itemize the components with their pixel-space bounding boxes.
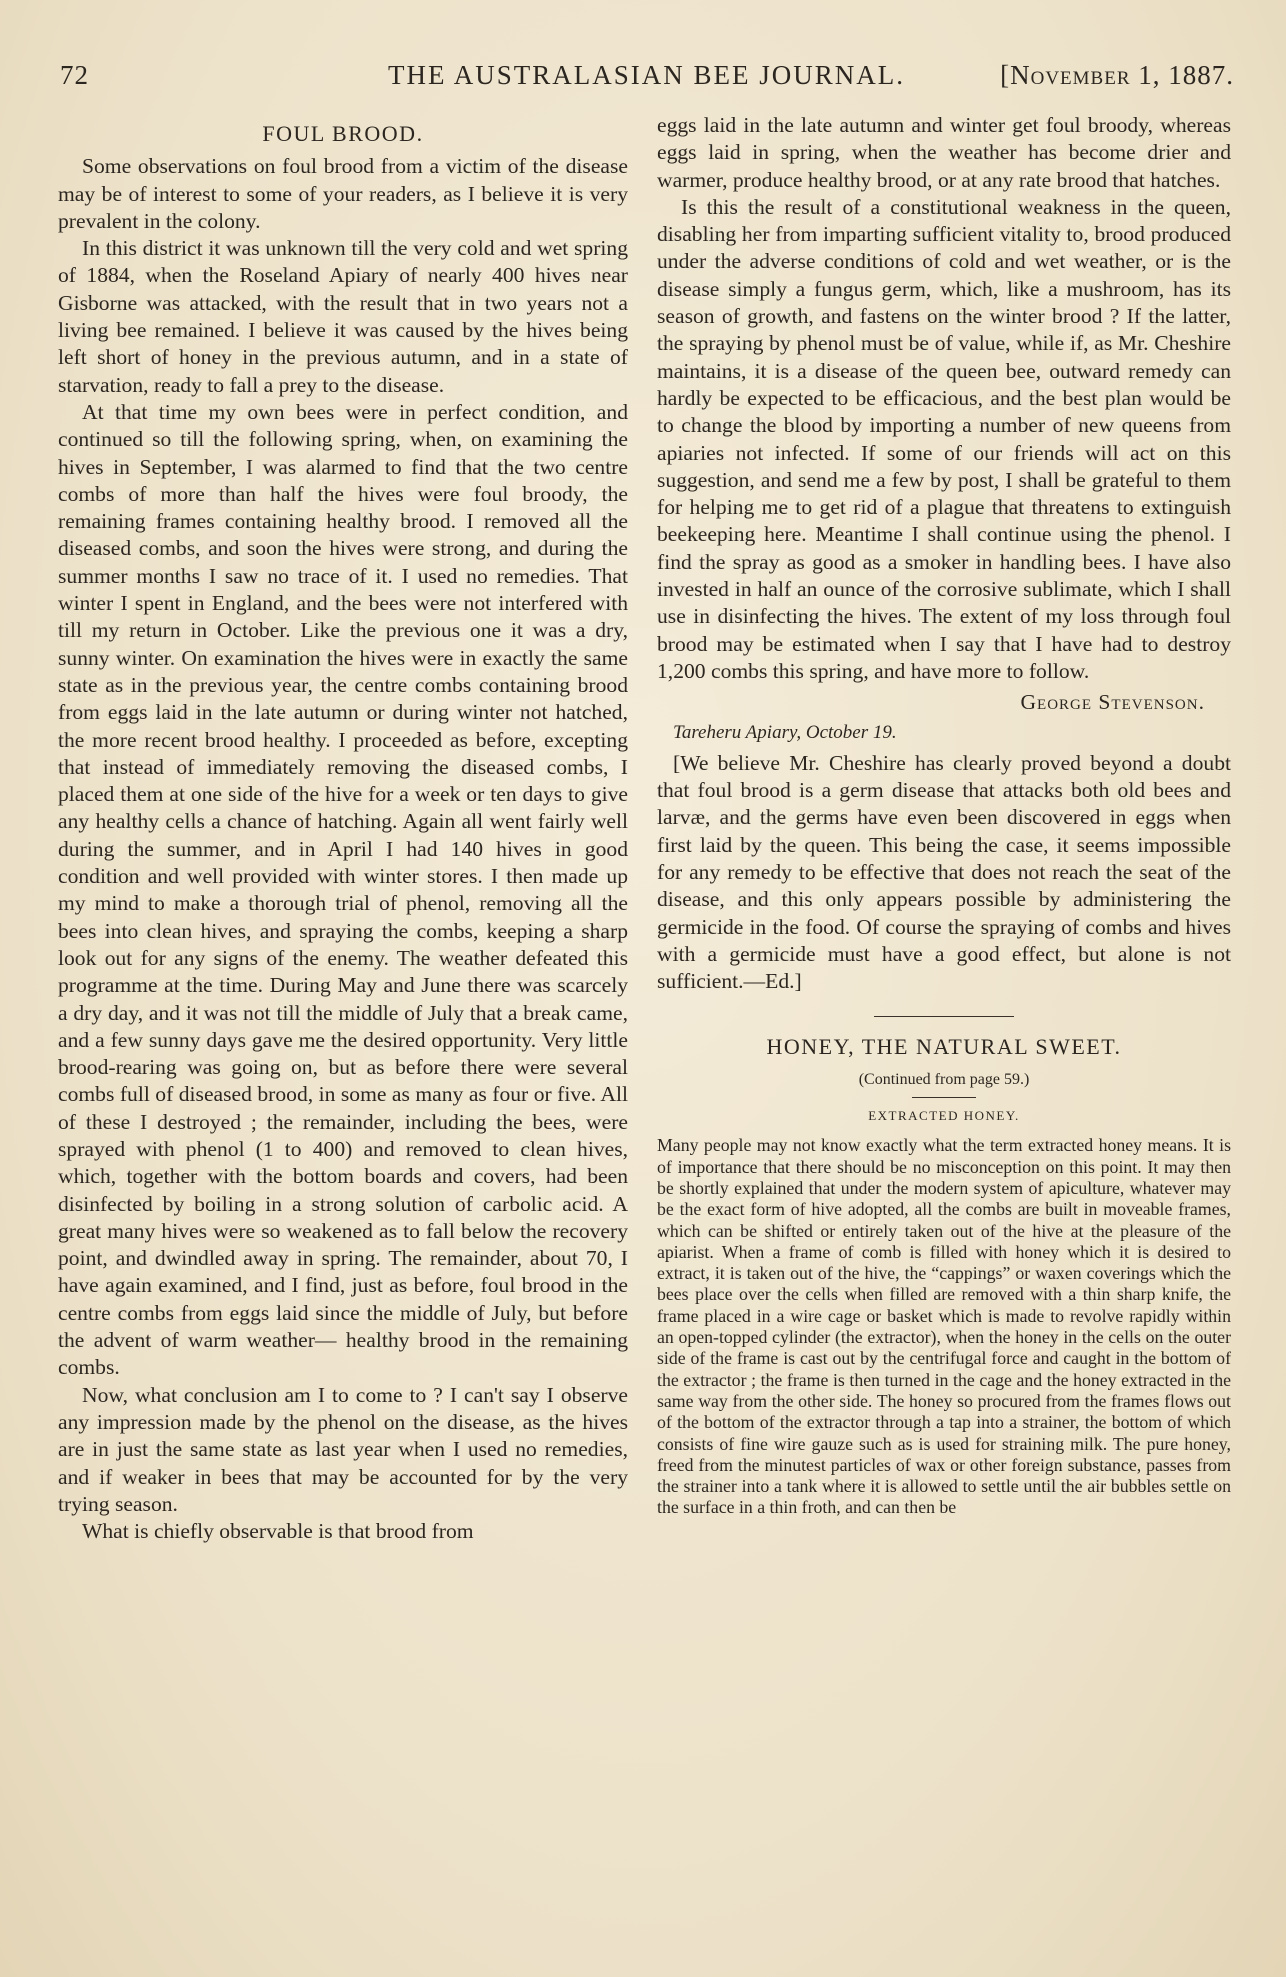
extracted-honey-subhead: EXTRACTED HONEY. — [868, 1108, 1020, 1124]
honey-title: HONEY, THE NATURAL SWEET. — [766, 1033, 1122, 1059]
left-column — [58, 112, 628, 1917]
foul-brood-paragraph: In this district it was unknown till the very cold and wet spring of 1884, when the Roseland Apiary of nearly 400 hives near Gisborne was attacked, with the result that in two years not a living bee remained. I believe it was caused by the hives being left short of honey in the previous autumn, and in a state of starvation, ready to fall a prey to the disease. — [58, 236, 628, 397]
right-column — [657, 112, 1231, 1932]
foul-brood-paragraph: Some observations on foul brood from a victim of the disease may be of interest to some of your readers, as I believe it is very prevalent in the colony. — [58, 154, 628, 233]
foul-brood-paragraph: At that time my own bees were in perfect condition, and continued so till the following spring, when, on examining the hives in September, I was alarmed to find that the two centre combs of more than half the hives were foul broody, the remaining frames containing healthy brood. I removed all the diseased combs, and soon the hives were strong, and during the summer months I saw no trace of it. I used no remedies. That winter I spent in England, and the bees were not interfered with till my return in October. Like the previous one it was a dry, sunny winter. On examination the hives were in exactly the same state as in the previous year, the centre combs containing brood from eggs laid in the late autumn or during winter not hatched, the more recent brood healthy. I proceeded as before, excepting that instead of immediately removing the diseased combs, I placed them at one side of the hive for a week or ten days to give any healthy cells a chance of hatching. Again all went fairly well during the summer, and in April I had 140 hives in good condition and well provided with winter stores. I then made up my mind to make a thorough trial of phenol, removing all the bees into clean hives, and spraying the combs, keeping a sharp look out for any signs of the enemy. The weather defeated this programme at the time. During May and June there was scarcely a dry day, and it was not till the middle of July that a break came, and a few sunny days gave me the desired opportunity. Very little brood-rearing was going on, but as before there were several combs full of diseased brood, in some as many as four or five. All of these I destroyed ; the remainder, including the bees, were sprayed with phenol (1 to 400) and removed to clean hives, which, together with the bottom boards and covers, had been disinfected by boiling in a strong solution of carbolic acid. A great many hives were so weakened as to fall below the recovery point, and dwindled away in spring. The remainder, about 70, I have again examined, and I find, just as before, foul brood in the centre combs from eggs laid since the middle of July, but before the advent of warm weather— healthy brood in the remaining combs. — [58, 399, 628, 1380]
foul-brood-paragraph: eggs laid in the late autumn and winter get foul broody, whereas eggs laid in spring, when the weather has become drier and warmer, produce healthy brood, or at any rate brood that hatches. — [657, 113, 1231, 192]
issue-date: [November 1, 1887. — [1000, 60, 1234, 90]
editor-note — [657, 750, 1231, 996]
foul-brood-title: FOUL BROOD. — [262, 121, 424, 146]
foul-brood-paragraph: Now, what conclusion am I to come to ? I can't say I observe any impression made by the phenol on the disease, as the hives are in just the same state as last year when I used no remedies, and if weaker in bees that may be accounted for by the very trying season. — [58, 1382, 628, 1516]
honey-body — [657, 1135, 1231, 1518]
journal-title: THE AUSTRALASIAN BEE JOURNAL. — [388, 60, 905, 90]
section-divider — [874, 1016, 1014, 1017]
page-number: 72 — [60, 60, 89, 90]
foul-brood-paragraph: Is this the result of a constitutional weakness in the queen, disabling her from imparting sufficient vitality to, brood produced under the adverse conditions of cold and wet weather, or is the disease simply a fungus germ, which, like a mushroom, has its season of growth, and fastens on the winter brood ? If the latter, the spraying by phenol must be of value, while if, as Mr. Cheshire maintains, it is a disease of the queen bee, outward remedy can hardly be expected to be efficacious, and the best plan would be to change the blood by importing a number of new queens from apiaries not infected. If some of our friends will act on this suggestion, and send me a few by post, I shall be grateful to them for helping me to get rid of a plague that threatens to extinguish beekeeping here. Meantime I shall continue using the phenol. I find the spray as good as a smoker in handling bees. I have also invested in half an ounce of the corrosive sublimate, which I shall use in disinfecting the hives. The extent of my loss through foul brood may be estimated when I say that I have had to destroy 1,200 combs this spring, and have more to follow. — [657, 194, 1231, 683]
author-signature: George Stevenson. — [1020, 690, 1205, 715]
page-header — [60, 60, 1234, 100]
continued-note: (Continued from page 59.) — [858, 1070, 1030, 1088]
honey-paragraph: Many people may not know exactly what the term extracted honey means. It is of importance that there should be no misconception on this point. It may then be shortly explained that under the modern system of apiculture, whatever may be the exact form of hive adopted, all the combs are built in moveable frames, which can be shifted or entirely taken out of the hive at the pleasure of the apiarist. When a frame of comb is filled with honey which it is desired to extract, it is taken out of the hive, the “cappings” or waxen coverings which the bees place over the cells when filled are removed with a thin sharp knife, the frame placed in a wire cage or basket which is made to revolve rapidly within an open-topped cylinder (the extractor), when the honey in the cells on the outer side of the frame is cast out by the centrifugal force and caught in the bottom of the extractor ; the frame is then turned in the cage and the honey extracted in the same way from the other side. The honey so procured from the frames flows out of the bottom of the extractor through a tap into a strainer, the bottom of which consists of fine wire gauze such as is used for straining milk. The pure honey, freed from the minutest particles of wax or other foreign substance, passes from the strainer into a tank where it is allowed to settle until the air bubbles settle on the surface in a thin froth, and can then be — [657, 1135, 1231, 1518]
foul-brood-paragraph: What is chiefly observable is that brood from — [82, 1519, 474, 1544]
editor-note-text: [We believe Mr. Cheshire has clearly proved beyond a doubt that foul brood is a germ disease that attacks both old bees and larvæ, and the germs have even been discovered in eggs when first laid by the queen. This being the case, it seems impossible for any remedy to be effective that does not reach the seat of the disease, and this only appears possible by administering the germicide in the food. Of course the spraying of combs and hives with a germicide must have a good effect, but alone is not sufficient.—Ed.] — [657, 750, 1231, 994]
dateline: Tareheru Apiary, October 19. — [673, 721, 897, 743]
subhead-divider — [912, 1097, 976, 1098]
